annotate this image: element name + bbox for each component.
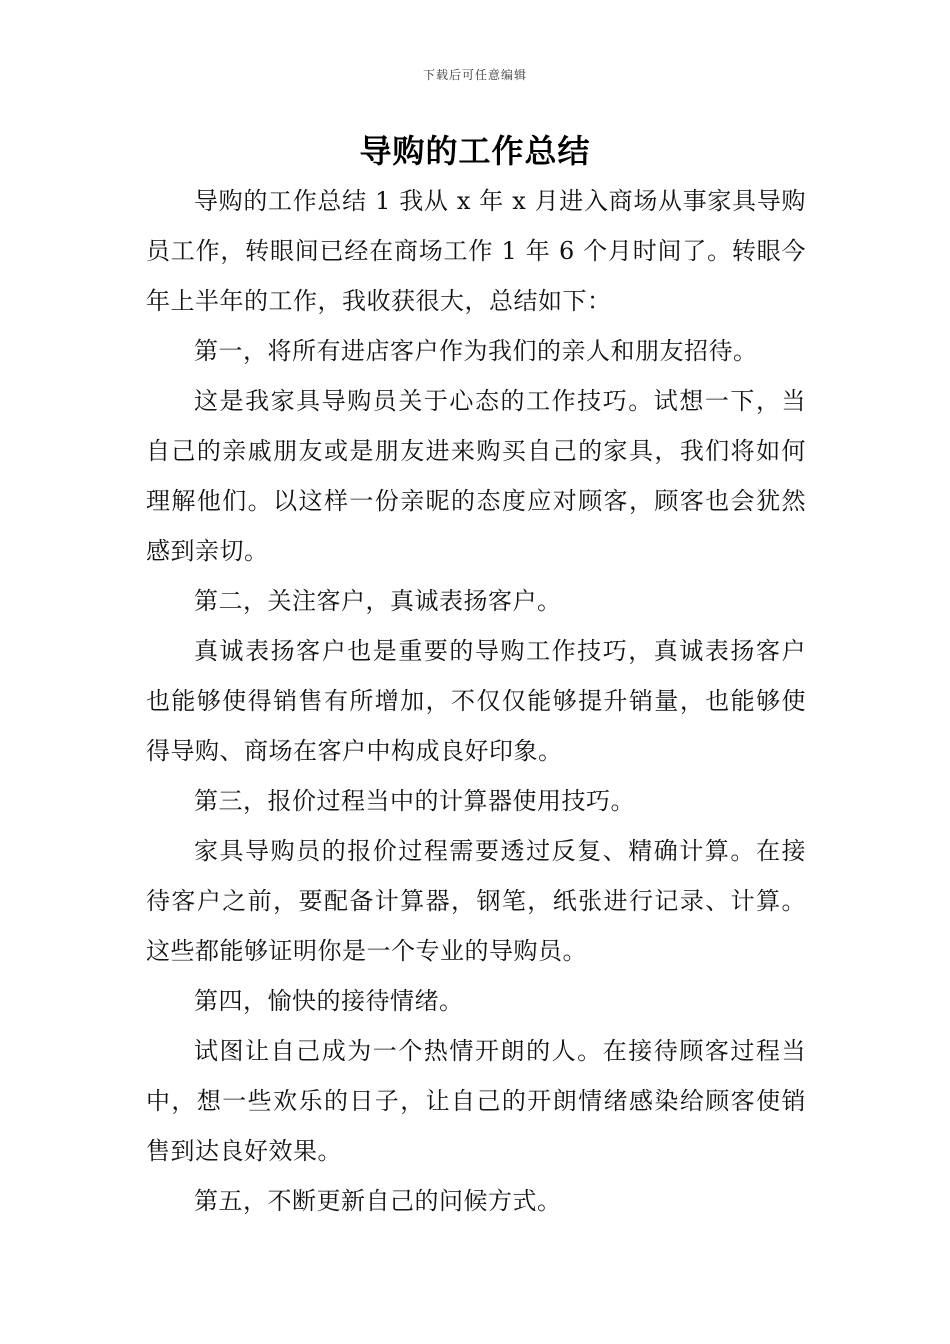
paragraph-point-1-heading: 第一，将所有进店客户作为我们的亲人和朋友招待。	[194, 337, 758, 365]
paragraph-point-2-body: 真诚表扬客户也是重要的导购工作技巧，真诚表扬客户也能够使得销售有所增加，不仅仅能够提升销量，也能够使得导购、商场在客户中构成良好印象。	[146, 637, 806, 765]
paragraph-point-4-body: 试图让自己成为一个热情开朗的人。在接待顾客过程当中，想一些欢乐的日子，让自己的开朗情绪感染给顾客使销售到达良好效果。	[146, 1037, 806, 1165]
document-body	[146, 176, 806, 1226]
paragraph-point-3-body: 家具导购员的报价过程需要透过反复、精确计算。在接待客户之前，要配备计算器，钢笔，纸张进行记录、计算。这些都能够证明你是一个专业的导购员。	[146, 837, 806, 965]
header-note: 下载后可任意编辑	[422, 68, 527, 82]
paragraph-point-4-heading: 第四，愉快的接待情绪。	[194, 987, 464, 1015]
paragraph-intro: 导购的工作总结 1 我从 x 年 x 月进入商场从事家具导购员工作，转眼间已经在商场工作 1 年 6 个月时间了。转眼今年上半年的工作，我收获很大，总结如下：	[146, 187, 806, 315]
paragraph-point-2-heading: 第二，关注客户，真诚表扬客户。	[194, 587, 562, 615]
document-title: 导购的工作总结	[359, 132, 591, 170]
paragraph-point-1-body: 这是我家具导购员关于心态的工作技巧。试想一下，当自己的亲戚朋友或是朋友进来购买自己的家具，我们将如何理解他们。以这样一份亲昵的态度应对顾客，顾客也会犹然感到亲切。	[146, 387, 806, 565]
paragraph-point-5-heading: 第五，不断更新自己的问候方式。	[194, 1187, 562, 1215]
paragraph-point-3-heading: 第三，报价过程当中的计算器使用技巧。	[194, 787, 635, 815]
